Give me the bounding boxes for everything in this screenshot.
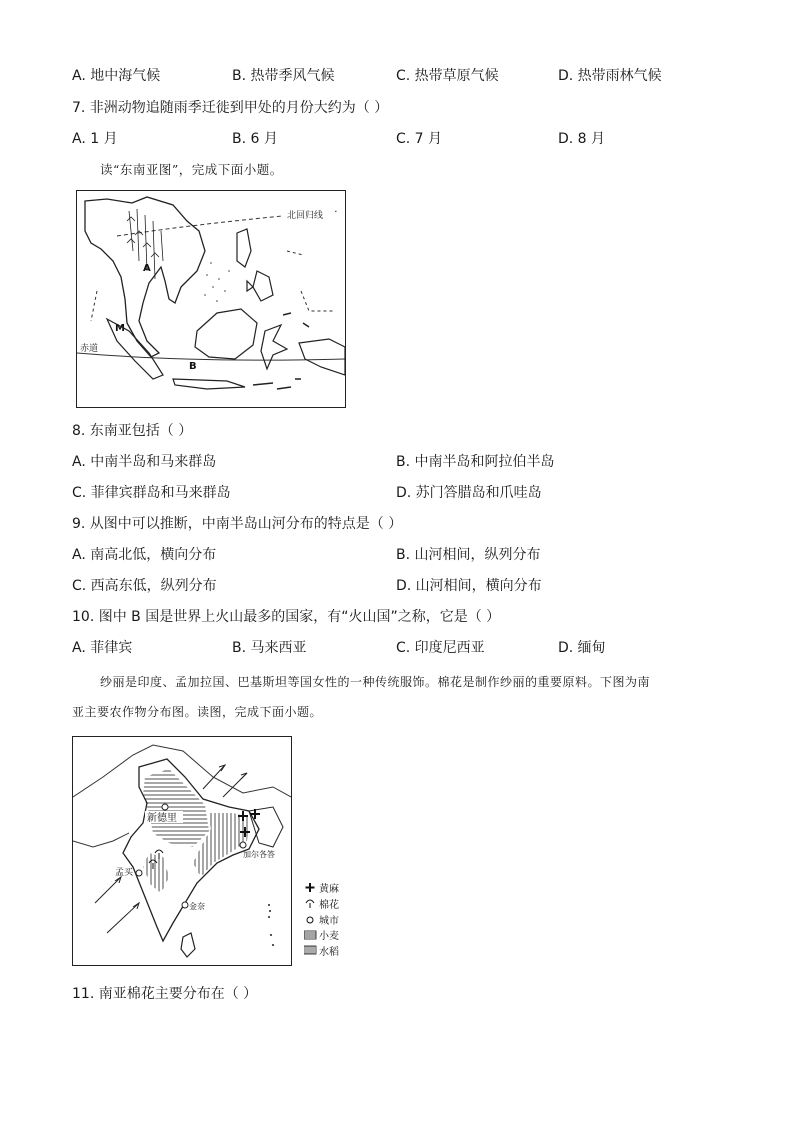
q8-option-d: D. 苏门答腊岛和爪哇岛 — [396, 485, 542, 501]
q9-option-d: D. 山河相间，横向分布 — [396, 578, 542, 594]
city-mumbai: 孟买 — [115, 868, 134, 878]
q10-option-a: A. 菲律宾 — [72, 640, 133, 656]
city-delhi: 新德里 — [147, 813, 177, 824]
sulawesi-island — [261, 325, 287, 369]
tropic-label: 北回归线 — [287, 211, 324, 221]
philippine-islands — [237, 229, 273, 301]
q7-option-a: A. 1 月 — [72, 131, 118, 147]
q10-option-d: D. 缅甸 — [558, 640, 606, 656]
city-kolkata-marker — [240, 842, 246, 848]
south-asia-crop-map — [72, 736, 292, 966]
java-island — [173, 379, 245, 389]
legend-city-icon — [307, 917, 313, 923]
city-chennai-marker — [182, 902, 188, 908]
label-m: M — [115, 323, 125, 334]
legend-city-label: 城市 — [319, 916, 339, 927]
maldives-islands — [268, 904, 274, 946]
sri-lanka-island — [181, 933, 195, 957]
q8-option-a: A. 中南半岛和马来群岛 — [72, 454, 217, 470]
q9-stem: 9. 从图中可以推断，中南半岛山河分布的特点是（ ） — [72, 516, 403, 532]
southeast-asia-map-figure — [77, 191, 345, 407]
sea-dots — [204, 262, 230, 302]
q9-option-b: B. 山河相间，纵列分布 — [396, 547, 541, 563]
crop-map-legend — [304, 880, 374, 960]
intro-south-asia-line2: 亚主要农作物分布图。读图，完成下面小题。 — [72, 705, 323, 719]
q7-stem: 7. 非洲动物追随雨季迁徙到甲处的月份大约为（ ） — [72, 100, 389, 116]
western-border — [73, 833, 129, 847]
q8-option-b: B. 中南半岛和阿拉伯半岛 — [396, 454, 555, 470]
legend-rice-label: 水稻 — [319, 947, 339, 958]
dashed-borders — [91, 251, 333, 321]
q6-option-d: D. 热带雨林气候 — [558, 68, 662, 84]
legend-jute-label: 黄麻 — [319, 884, 339, 895]
city-mumbai-marker — [136, 870, 142, 876]
q6-option-b: B. 热带季风气候 — [232, 68, 335, 84]
q6-option-a: A. 地中海气候 — [72, 68, 161, 84]
south-asia-crop-map-figure — [73, 737, 291, 965]
city-chennai: 金奈 — [189, 902, 205, 911]
q7-option-c: C. 7 月 — [396, 131, 443, 147]
india-outline — [123, 759, 259, 941]
legend-wheat-lines — [304, 933, 316, 937]
label-b: B — [189, 361, 197, 372]
q9-option-a: A. 南高北低，横向分布 — [72, 547, 217, 563]
city-kolkata: 加尔各答 — [243, 850, 275, 859]
q9-option-c: C. 西高东低，纵列分布 — [72, 578, 217, 594]
new-guinea-island — [299, 339, 345, 375]
legend-cotton-icon — [306, 900, 314, 908]
borneo-island — [195, 309, 257, 359]
intro-south-asia-line1: 纱丽是印度、孟加拉国、巴基斯坦等国女性的一种传统服饰。棉花是制作纱丽的重要原料。下图为南 — [100, 675, 651, 689]
equator-label: 赤道 — [80, 344, 99, 354]
southeast-asia-map — [76, 190, 346, 408]
q10-stem: 10. 图中 B 国是世界上火山最多的国家，有“火山国”之称，它是（ ） — [72, 609, 501, 625]
legend-cotton-label: 棉花 — [319, 900, 339, 911]
legend-jute-icon — [306, 883, 315, 892]
intro-southeast-asia: 读“东南亚图”，完成下面小题。 — [100, 162, 283, 177]
q7-option-d: D. 8 月 — [558, 131, 606, 147]
q10-option-b: B. 马来西亚 — [232, 640, 307, 656]
q7-option-b: B. 6 月 — [232, 131, 278, 147]
legend-wheat-label: 小麦 — [319, 931, 339, 942]
city-delhi-marker — [162, 804, 168, 810]
q8-option-c: C. 菲律宾群岛和马来群岛 — [72, 485, 231, 501]
q6-option-c: C. 热带草原气候 — [396, 68, 499, 84]
q10-option-c: C. 印度尼西亚 — [396, 640, 485, 656]
q11-stem: 11. 南亚棉花主要分布在（ ） — [72, 986, 258, 1002]
label-a: A — [143, 263, 151, 274]
q8-stem: 8. 东南亚包括（ ） — [72, 423, 193, 439]
